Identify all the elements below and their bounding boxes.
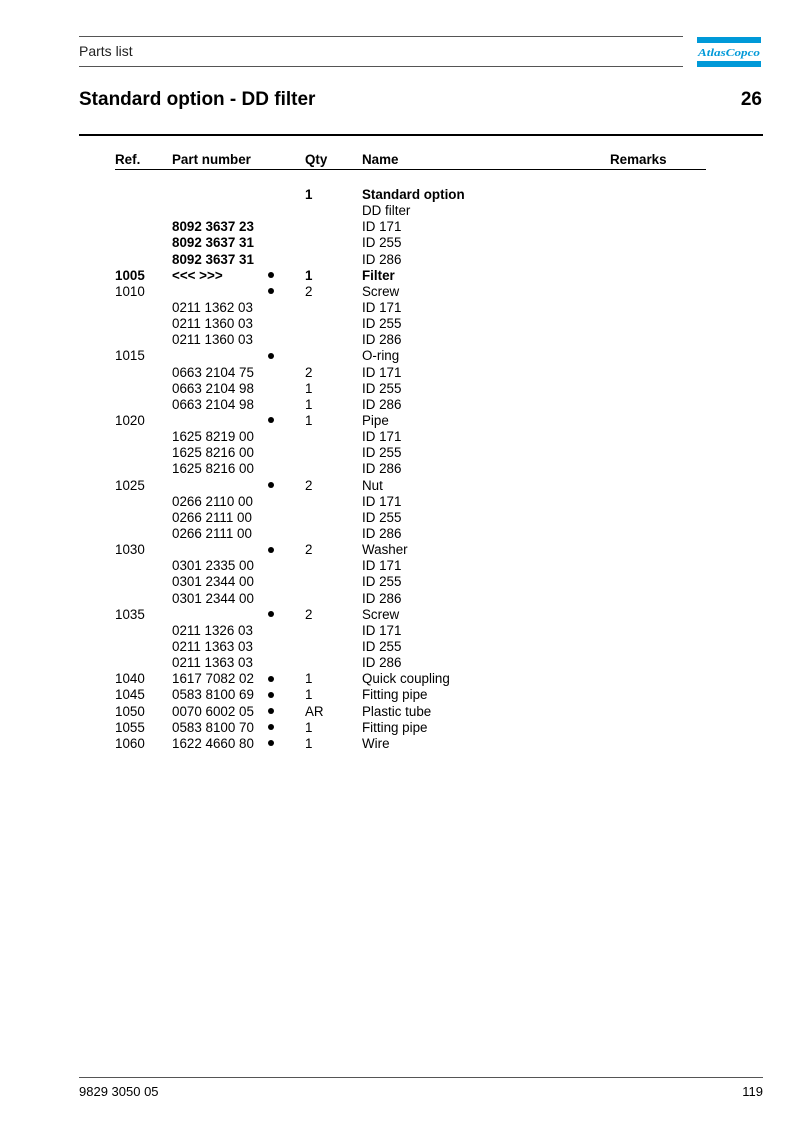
table-row [115,235,706,251]
row-qty: 1 [305,719,313,735]
row-ref: 1035 [115,606,145,622]
table-row [115,397,706,413]
row-part-number: 0211 1362 03 [172,299,253,315]
row-qty: 1 [305,412,313,428]
bullet-icon [266,284,276,300]
row-qty: 2 [305,477,313,493]
atlas-copco-logo [697,37,761,67]
row-name: DD filter [362,203,411,219]
logo-text: AtlasCopco [697,47,761,59]
table-row [115,252,706,268]
row-name: ID 286 [362,332,402,348]
row-name: Pipe [362,412,389,428]
table-row [115,526,706,542]
row-part-number: 0663 2104 98 [172,380,254,396]
table-row [115,203,706,219]
footer-doc-number: 9829 3050 05 [79,1084,159,1099]
row-ref: 1025 [115,477,145,493]
table-row [115,284,706,300]
table-row [115,445,706,461]
row-name: ID 171 [362,299,402,315]
row-ref: 1055 [115,719,145,735]
table-row [115,316,706,332]
bullet-dot [268,482,274,488]
row-part-number: 1617 7082 02 [172,671,254,687]
header-ref: Ref. [115,152,141,167]
table-row [115,187,706,203]
section-title-rule [79,134,763,136]
row-name: ID 286 [362,251,402,267]
row-name: ID 171 [362,429,402,445]
bullet-icon [266,348,276,364]
bullet-dot [268,288,274,294]
bullet-icon [266,704,276,720]
table-row [115,655,706,671]
table-row [115,332,706,348]
table-row [115,607,706,623]
row-name: Screw [362,283,400,299]
row-ref: 1050 [115,703,145,719]
row-name: Screw [362,606,400,622]
bullet-dot [268,272,274,278]
row-part-number: 8092 3637 31 [172,251,254,267]
logo-bar-top [697,37,761,43]
row-qty: 1 [305,187,313,202]
row-part-number: 0301 2344 00 [172,590,254,606]
row-ref: 1020 [115,412,145,428]
bullet-dot [268,708,274,714]
row-part-number: 0070 6002 05 [172,703,254,719]
row-name: Nut [362,477,383,493]
row-part-number: 0663 2104 98 [172,396,254,412]
row-part-number: 0266 2111 00 [172,525,252,541]
table-row [115,671,706,687]
row-name: ID 255 [362,638,402,654]
row-part-number: 0301 2335 00 [172,558,254,574]
row-qty: 2 [305,606,313,622]
row-part-number: 8092 3637 31 [172,235,254,251]
row-name: ID 286 [362,396,402,412]
row-name: Plastic tube [362,703,432,719]
row-part-number: 0211 1363 03 [172,655,253,671]
logo-bar-bottom [697,61,761,67]
row-qty: 2 [305,364,313,380]
section-title: Standard option - DD filter [79,89,316,110]
row-part-number: 0301 2344 00 [172,574,254,590]
row-ref: 1015 [115,348,145,364]
bullet-dot [268,353,274,359]
table-row [115,623,706,639]
row-part-number: 1625 8219 00 [172,429,254,445]
row-ref: 1060 [115,735,145,751]
section-number: 26 [740,89,762,110]
row-qty: 1 [305,396,313,412]
bullet-icon [266,607,276,623]
footer-rule [79,1077,763,1078]
row-name: Wire [362,735,390,751]
row-ref: 1005 [115,267,145,283]
row-ref: 1045 [115,687,145,703]
row-part-number: 0663 2104 75 [172,364,254,380]
header-qty: Qty [305,152,328,167]
row-qty: AR [305,703,324,719]
row-name: ID 255 [362,235,402,251]
bullet-icon [266,413,276,429]
row-name: ID 286 [362,461,402,477]
table-row [115,494,706,510]
bullet-icon [266,736,276,752]
table-row [115,478,706,494]
table-row [115,687,706,703]
bullet-dot [268,676,274,682]
row-name: Filter [362,267,395,283]
header-rule-bottom [79,66,683,67]
row-name: ID 286 [362,590,402,606]
footer-page-number: 119 [742,1084,763,1099]
row-ref: 1030 [115,542,145,558]
row-qty: 1 [305,267,313,283]
row-part-number: <<< >>> [172,267,223,283]
table-row [115,639,706,655]
row-name: Standard option [362,187,465,202]
row-part-number: 0266 2111 00 [172,509,252,525]
header-name: Name [362,152,399,167]
row-part-number: 0211 1360 03 [172,332,253,348]
row-part-number: 1625 8216 00 [172,445,254,461]
header-title: Parts list [79,43,133,59]
table-row [115,413,706,429]
row-name: ID 255 [362,445,402,461]
row-part-number: 0266 2110 00 [172,493,253,509]
row-name: ID 171 [362,493,402,509]
bullet-icon [266,478,276,494]
row-qty: 2 [305,542,313,558]
table-row [115,542,706,558]
bullet-dot [268,724,274,730]
bullet-icon [266,720,276,736]
row-name: ID 286 [362,655,402,671]
row-qty: 1 [305,671,313,687]
row-name: Fitting pipe [362,719,428,735]
row-name: Quick coupling [362,671,450,687]
bullet-icon [266,268,276,284]
bullet-dot [268,611,274,617]
bullet-dot [268,692,274,698]
row-name: ID 171 [362,558,402,574]
table-row [115,574,706,590]
header-part-number: Part number [172,152,251,167]
row-name: Washer [362,542,408,558]
row-qty: 1 [305,735,313,751]
bullet-icon [266,671,276,687]
row-part-number: 1622 4660 80 [172,735,254,751]
table-row [115,348,706,364]
row-name: ID 255 [362,316,402,332]
parts-table [115,151,706,752]
table-row [115,591,706,607]
bullet-dot [268,740,274,746]
row-qty: 2 [305,283,313,299]
table-row [115,268,706,284]
row-name: ID 171 [362,364,402,380]
row-qty: 1 [305,687,313,703]
bullet-dot [268,547,274,553]
table-header [115,151,706,170]
table-row [115,736,706,752]
bullet-dot [268,417,274,423]
bullet-icon [266,687,276,703]
row-part-number: 0211 1360 03 [172,316,253,332]
header-rule-top [79,36,683,37]
row-name: ID 171 [362,219,402,235]
table-row [115,461,706,477]
row-name: ID 255 [362,380,402,396]
header-remarks: Remarks [610,152,667,167]
row-ref: 1010 [115,283,145,299]
table-row [115,429,706,445]
row-name: Fitting pipe [362,687,428,703]
table-row [115,365,706,381]
row-name: ID 255 [362,574,402,590]
bullet-icon [266,542,276,558]
row-part-number: 8092 3637 23 [172,219,254,235]
row-qty: 1 [305,380,313,396]
row-part-number: 0583 8100 70 [172,719,254,735]
table-row [115,720,706,736]
row-part-number: 0583 8100 69 [172,687,254,703]
row-name: ID 255 [362,509,402,525]
row-part-number: 0211 1326 03 [172,622,253,638]
table-row [115,558,706,574]
table-row [115,510,706,526]
table-row [115,219,706,235]
row-part-number: 0211 1363 03 [172,638,253,654]
table-row [115,704,706,720]
table-row [115,300,706,316]
row-name: ID 286 [362,525,402,541]
row-ref: 1040 [115,671,145,687]
table-body [115,187,706,752]
table-row [115,381,706,397]
row-part-number: 1625 8216 00 [172,461,254,477]
row-name: ID 171 [362,622,402,638]
row-name: O-ring [362,348,400,364]
